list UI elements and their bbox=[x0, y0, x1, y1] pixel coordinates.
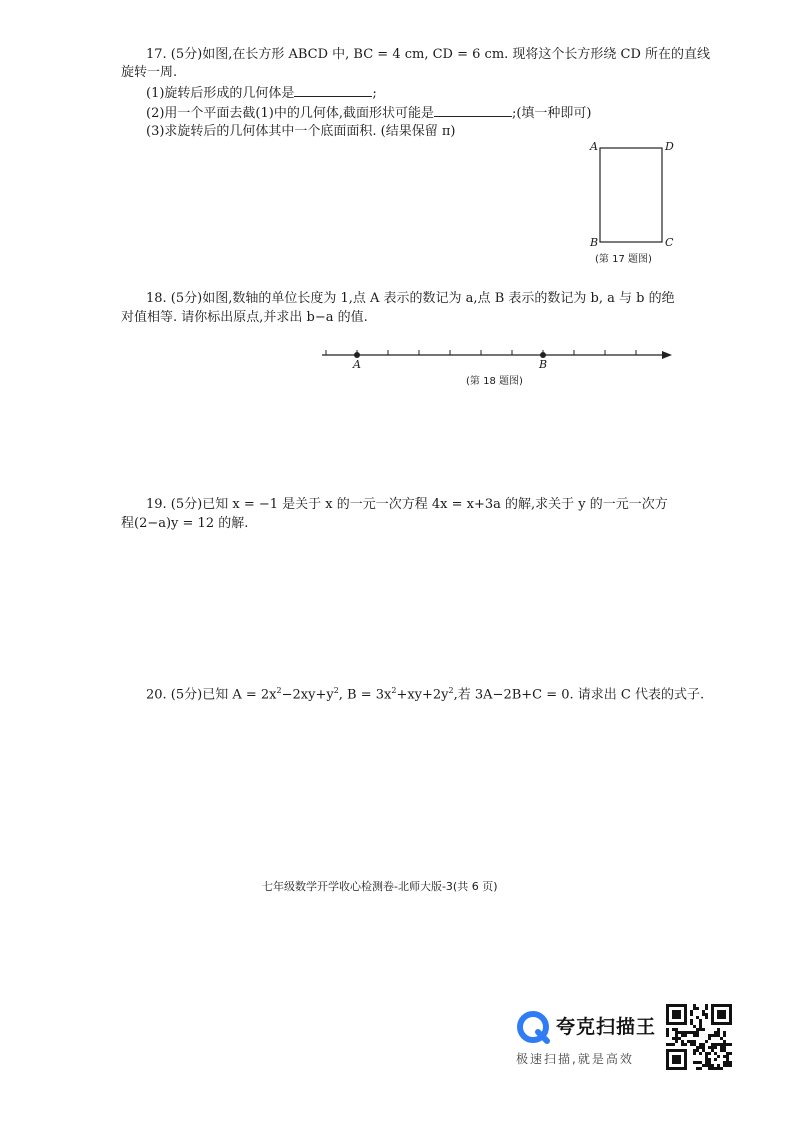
q18-stem-line1: 18. (5分)如图,数轴的单位长度为 1,点 A 表示的数记为 a,点 B 表示的数记为 b, a 与 b 的绝 bbox=[146, 291, 675, 306]
qr-module bbox=[672, 1037, 675, 1040]
qr-module bbox=[690, 1031, 693, 1034]
qr-module bbox=[705, 1004, 708, 1007]
qr-module bbox=[711, 1064, 714, 1067]
qr-code-svg bbox=[666, 1004, 732, 1070]
q20-exp4: 2 bbox=[448, 686, 454, 695]
q20-exp1: 2 bbox=[276, 686, 282, 695]
qr-module bbox=[666, 1028, 669, 1031]
qr-module bbox=[720, 1049, 723, 1052]
arrow-right-icon bbox=[662, 351, 672, 359]
qr-module bbox=[726, 1055, 729, 1058]
qr-module bbox=[708, 1052, 711, 1055]
number-line-figure bbox=[318, 340, 678, 390]
qr-module bbox=[711, 1049, 714, 1052]
qr-module bbox=[729, 1061, 732, 1064]
number-line bbox=[318, 340, 678, 370]
qr-module bbox=[678, 1031, 681, 1034]
qr-module bbox=[684, 1031, 687, 1034]
qr-module bbox=[690, 1013, 693, 1016]
q17-caption: (第 17 题图) bbox=[595, 254, 652, 265]
qr-module bbox=[696, 1034, 699, 1037]
qr-module bbox=[693, 1007, 696, 1010]
qr-module bbox=[693, 1034, 696, 1037]
qr-module bbox=[690, 1019, 693, 1022]
qr-module bbox=[693, 1061, 696, 1064]
q19-stem-line1: 19. (5分)已知 x = −1 是关于 x 的一元一次方程 4x = x+3a 的解,求关于 y 的一元一次方 bbox=[146, 497, 668, 512]
qr-module bbox=[726, 1043, 729, 1046]
q20-part1: 20. (5分)已知 A = 2x bbox=[146, 687, 277, 703]
qr-module bbox=[690, 1010, 693, 1013]
scanner-title: 夸克扫描王 bbox=[556, 1016, 657, 1038]
qr-module bbox=[696, 1007, 699, 1010]
q17-sub1-blank[interactable] bbox=[294, 84, 372, 97]
qr-module bbox=[696, 1046, 699, 1049]
qr-module bbox=[723, 1049, 726, 1052]
q17-sub1-text: (1)旋转后形成的几何体是 bbox=[146, 86, 295, 101]
qr-module bbox=[711, 1046, 714, 1049]
q17-sub1 bbox=[146, 84, 377, 103]
qr-module bbox=[675, 1031, 678, 1034]
qr-module bbox=[699, 1043, 702, 1046]
qr-module bbox=[678, 1037, 681, 1040]
qr-module bbox=[693, 1031, 696, 1034]
qr-module bbox=[693, 1004, 696, 1007]
qr-module bbox=[708, 1034, 711, 1037]
qr-module bbox=[717, 1055, 720, 1058]
qr-module bbox=[675, 1037, 678, 1040]
qr-module bbox=[711, 1043, 714, 1046]
point-b-label: B bbox=[539, 358, 548, 371]
label-b: B bbox=[590, 236, 599, 249]
qr-module bbox=[699, 1025, 702, 1028]
qr-code-icon bbox=[666, 1004, 732, 1070]
qr-module bbox=[708, 1061, 711, 1064]
qr-module bbox=[717, 1028, 720, 1031]
qr-module bbox=[699, 1061, 702, 1064]
qr-module bbox=[705, 1040, 708, 1043]
qr-module bbox=[696, 1016, 699, 1019]
qr-module bbox=[720, 1067, 723, 1070]
label-a: A bbox=[590, 140, 598, 153]
qr-module bbox=[726, 1064, 729, 1067]
qr-module bbox=[720, 1043, 723, 1046]
q17-sub2 bbox=[146, 104, 592, 123]
qr-module bbox=[714, 1043, 717, 1046]
qr-module bbox=[666, 1034, 669, 1037]
qr-module bbox=[681, 1031, 684, 1034]
qr-module bbox=[696, 1049, 699, 1052]
page-footer: 七年级数学开学收心检测卷-北师大版-3(共 6 页) bbox=[262, 880, 498, 893]
qr-module bbox=[723, 1040, 726, 1043]
qr-module bbox=[699, 1046, 702, 1049]
q19-stem-line2: 程(2−a)y = 12 的解. bbox=[121, 516, 249, 531]
qr-module bbox=[714, 1058, 717, 1061]
qr-module bbox=[675, 1028, 678, 1031]
qr-module bbox=[723, 1061, 726, 1064]
qr-module bbox=[684, 1043, 687, 1046]
qr-module bbox=[729, 1043, 732, 1046]
qr-module bbox=[717, 1031, 720, 1034]
qr-module bbox=[702, 1049, 705, 1052]
qr-module bbox=[675, 1040, 678, 1043]
q20-exp2: 2 bbox=[333, 686, 339, 695]
qr-module bbox=[705, 1064, 708, 1067]
qr-module bbox=[666, 1043, 669, 1046]
q17-sub2-blank[interactable] bbox=[434, 104, 512, 117]
qr-module bbox=[687, 1040, 690, 1043]
quark-logo-icon bbox=[516, 1010, 552, 1046]
qr-module bbox=[708, 1037, 711, 1040]
q17-sub2-text: (2)用一个平面去截(1)中的几何体,截面形状可能是 bbox=[146, 106, 434, 121]
qr-module bbox=[714, 1034, 717, 1037]
q20-exp3: 2 bbox=[391, 686, 397, 695]
qr-module bbox=[702, 1046, 705, 1049]
qr-module bbox=[666, 1031, 669, 1034]
quark-logo-svg bbox=[516, 1010, 552, 1046]
qr-module bbox=[693, 1040, 696, 1043]
qr-module bbox=[726, 1058, 729, 1061]
qr-module bbox=[717, 1067, 720, 1070]
q18-caption: (第 18 题图) bbox=[466, 376, 523, 387]
qr-module bbox=[690, 1022, 693, 1025]
qr-module bbox=[696, 1061, 699, 1064]
q18-stem-line2: 对值相等. 请你标出原点,并求出 b−a 的值. bbox=[121, 310, 368, 325]
qr-module bbox=[711, 1067, 714, 1070]
qr-module bbox=[720, 1046, 723, 1049]
qr-module bbox=[708, 1064, 711, 1067]
qr-module bbox=[681, 1034, 684, 1037]
q20-part3: , B = 3x bbox=[338, 687, 392, 703]
qr-module bbox=[717, 1043, 720, 1046]
qr-module bbox=[705, 1061, 708, 1064]
qr-module bbox=[669, 1043, 672, 1046]
qr-module bbox=[693, 1052, 696, 1055]
label-c: C bbox=[665, 236, 674, 249]
qr-module bbox=[702, 1043, 705, 1046]
q17-sub2-post: ;(填一种即可) bbox=[511, 106, 592, 121]
qr-module bbox=[699, 1028, 702, 1031]
rectangle-abcd bbox=[600, 148, 662, 242]
qr-module bbox=[720, 1037, 723, 1040]
qr-module bbox=[699, 1052, 702, 1055]
qr-module bbox=[693, 1043, 696, 1046]
qr-module bbox=[705, 1016, 708, 1019]
qr-finder bbox=[717, 1010, 726, 1019]
qr-module bbox=[693, 1049, 696, 1052]
qr-module bbox=[705, 1007, 708, 1010]
qr-module bbox=[690, 1043, 693, 1046]
qr-module bbox=[696, 1031, 699, 1034]
q17-stem-line1: 17. (5分)如图,在长方形 ABCD 中, BC = 4 cm, CD = 6 cm. 现将这个长方形绕 CD 所在的直线 bbox=[146, 47, 711, 62]
q17-stem-line2: 旋转一周. bbox=[121, 65, 178, 80]
q20-part5: ,若 3A−2B+C = 0. 请求出 C 代表的式子. bbox=[453, 687, 705, 703]
qr-module bbox=[708, 1067, 711, 1070]
qr-module bbox=[684, 1034, 687, 1037]
qr-module bbox=[702, 1028, 705, 1031]
qr-module bbox=[726, 1061, 729, 1064]
qr-module bbox=[729, 1052, 732, 1055]
q20-stem bbox=[146, 682, 704, 704]
qr-module bbox=[681, 1040, 684, 1043]
qr-module bbox=[705, 1058, 708, 1061]
qr-module bbox=[723, 1034, 726, 1037]
qr-module bbox=[705, 1055, 708, 1058]
qr-module bbox=[675, 1034, 678, 1037]
qr-module bbox=[696, 1028, 699, 1031]
qr-module bbox=[693, 1025, 696, 1028]
point-a-label: A bbox=[353, 358, 361, 371]
qr-module bbox=[717, 1034, 720, 1037]
qr-module bbox=[705, 1052, 708, 1055]
qr-module bbox=[723, 1064, 726, 1067]
qr-module bbox=[708, 1058, 711, 1061]
qr-module bbox=[687, 1031, 690, 1034]
qr-module bbox=[681, 1043, 684, 1046]
qr-module bbox=[672, 1043, 675, 1046]
q20-part2: −2xy+y bbox=[281, 687, 334, 703]
qr-module bbox=[723, 1031, 726, 1034]
q17-sub1-post: ; bbox=[372, 86, 377, 101]
qr-finder bbox=[672, 1010, 681, 1019]
qr-module bbox=[708, 1046, 711, 1049]
qr-module bbox=[696, 1067, 699, 1070]
qr-module bbox=[699, 1022, 702, 1025]
q20-part4: +xy+2y bbox=[396, 687, 449, 703]
qr-module bbox=[714, 1052, 717, 1055]
scanner-subtitle: 极速扫描,就是高效 bbox=[516, 1052, 634, 1066]
qr-module bbox=[672, 1028, 675, 1031]
qr-module bbox=[702, 1064, 705, 1067]
qr-module bbox=[702, 1013, 705, 1016]
q17-figure bbox=[586, 138, 686, 266]
qr-module bbox=[726, 1052, 729, 1055]
qr-module bbox=[729, 1064, 732, 1067]
qr-module bbox=[723, 1043, 726, 1046]
qr-module bbox=[723, 1046, 726, 1049]
qr-module bbox=[711, 1034, 714, 1037]
qr-module bbox=[723, 1055, 726, 1058]
q17-sub3: (3)求旋转后的几何体其中一个底面面积. (结果保留 π) bbox=[146, 124, 456, 139]
qr-module bbox=[705, 1013, 708, 1016]
qr-module bbox=[690, 1040, 693, 1043]
qr-module bbox=[714, 1046, 717, 1049]
qr-module bbox=[699, 1019, 702, 1022]
qr-module bbox=[714, 1031, 717, 1034]
qr-finder bbox=[672, 1055, 681, 1064]
qr-module bbox=[714, 1067, 717, 1070]
qr-module bbox=[699, 1067, 702, 1070]
label-d: D bbox=[665, 140, 674, 153]
qr-module bbox=[717, 1064, 720, 1067]
qr-module bbox=[702, 1010, 705, 1013]
